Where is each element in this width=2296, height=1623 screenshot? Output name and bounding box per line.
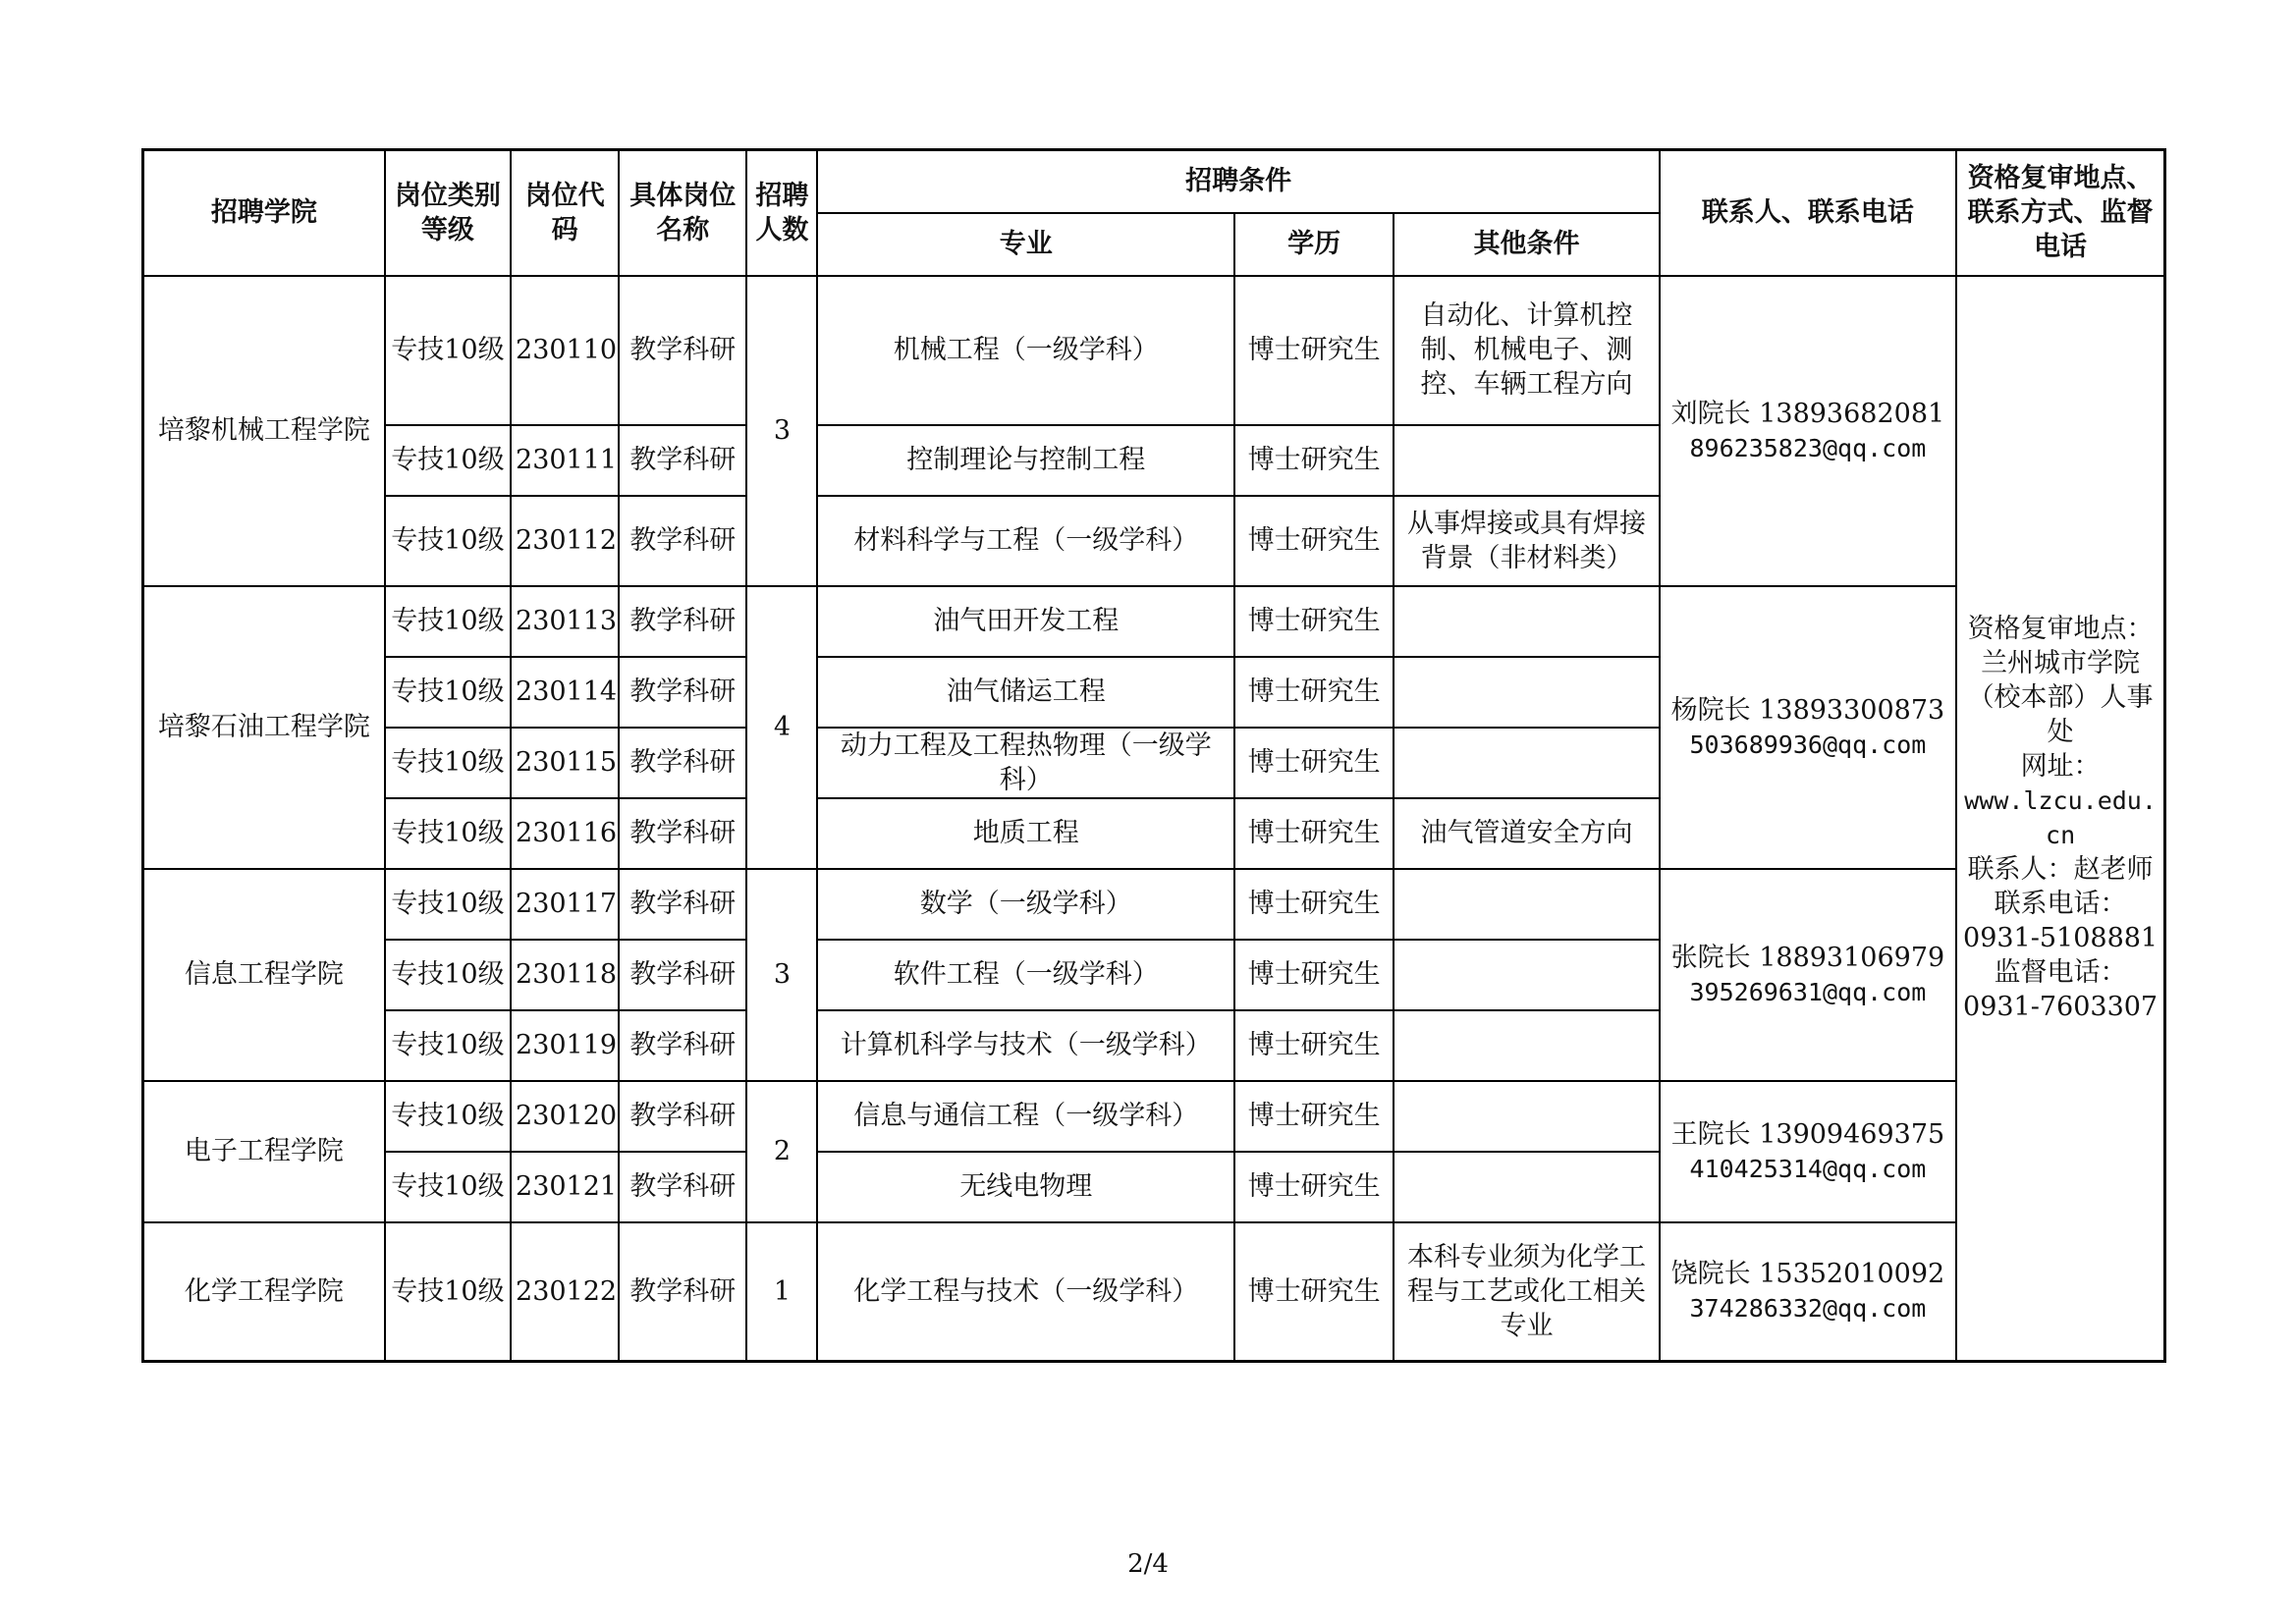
contact-email: 395269631@qq.com: [1689, 977, 1927, 1006]
category-cell: 专技10级: [385, 1152, 511, 1222]
table-row: [143, 1081, 2165, 1152]
other-cell: [1394, 1010, 1659, 1081]
table-row: [143, 276, 2165, 425]
major-cell: 材料科学与工程（一级学科）: [817, 496, 1234, 586]
category-cell: 专技10级: [385, 940, 511, 1010]
major-cell: 动力工程及工程热物理（一级学科）: [817, 728, 1234, 798]
contact-cell: [1660, 1222, 1956, 1362]
category-cell: 专技10级: [385, 425, 511, 496]
category-cell: 专技10级: [385, 1010, 511, 1081]
contact-name: 张院长 18893106979: [1670, 942, 1945, 973]
position-cell: 教学科研: [619, 940, 746, 1010]
code-cell: 230112: [511, 496, 619, 586]
code-cell: 230118: [511, 940, 619, 1010]
major-cell: 化学工程与技术（一级学科）: [817, 1222, 1234, 1362]
review-supervise-label: 监督电话：: [1994, 957, 2127, 989]
education-cell: 博士研究生: [1234, 1081, 1394, 1152]
count-cell: 4: [746, 586, 817, 869]
position-cell: 教学科研: [619, 1152, 746, 1222]
header-review: 资格复审地点、联系方式、监督电话: [1956, 150, 2164, 276]
category-cell: 专技10级: [385, 869, 511, 940]
table-row: [143, 586, 2165, 657]
contact-cell: [1660, 869, 1956, 1081]
other-cell: [1394, 1081, 1659, 1152]
position-cell: 教学科研: [619, 798, 746, 869]
table-row: [143, 1222, 2165, 1362]
contact-name: 饶院长 15352010092: [1670, 1259, 1945, 1290]
position-cell: 教学科研: [619, 657, 746, 728]
education-cell: 博士研究生: [1234, 586, 1394, 657]
recruitment-table: [141, 148, 2166, 1363]
education-cell: 博士研究生: [1234, 940, 1394, 1010]
education-cell: 博士研究生: [1234, 1010, 1394, 1081]
major-cell: 无线电物理: [817, 1152, 1234, 1222]
code-cell: 230120: [511, 1081, 619, 1152]
other-cell: [1394, 869, 1659, 940]
table-row: [143, 869, 2165, 940]
header-conditions: 招聘条件: [817, 150, 1659, 213]
category-cell: 专技10级: [385, 586, 511, 657]
count-cell: 1: [746, 1222, 817, 1362]
other-cell: 油气管道安全方向: [1394, 798, 1659, 869]
code-cell: 230116: [511, 798, 619, 869]
contact-name: 刘院长 13893682081: [1670, 398, 1945, 429]
code-cell: 230122: [511, 1222, 619, 1362]
review-phone: 0931-5108881: [1963, 923, 2159, 954]
position-cell: 教学科研: [619, 425, 746, 496]
header-category: 岗位类别等级: [385, 150, 511, 276]
header-education: 学历: [1234, 213, 1394, 276]
position-cell: 教学科研: [619, 1010, 746, 1081]
other-cell: 自动化、计算机控制、机械电子、测控、车辆工程方向: [1394, 276, 1659, 425]
other-cell: [1394, 940, 1659, 1010]
college-cell: 电子工程学院: [143, 1081, 385, 1222]
major-cell: 油气储运工程: [817, 657, 1234, 728]
education-cell: 博士研究生: [1234, 1152, 1394, 1222]
major-cell: 控制理论与控制工程: [817, 425, 1234, 496]
major-cell: 油气田开发工程: [817, 586, 1234, 657]
code-cell: 230110: [511, 276, 619, 425]
category-cell: 专技10级: [385, 657, 511, 728]
review-cell: [1956, 276, 2164, 1362]
code-cell: 230117: [511, 869, 619, 940]
category-cell: 专技10级: [385, 1222, 511, 1362]
contact-cell: [1660, 1081, 1956, 1222]
major-cell: 地质工程: [817, 798, 1234, 869]
category-cell: 专技10级: [385, 798, 511, 869]
contact-cell: [1660, 276, 1956, 586]
code-cell: 230119: [511, 1010, 619, 1081]
review-place: 兰州城市学院（校本部）人事处: [1967, 648, 2154, 748]
header-contact: 联系人、联系电话: [1660, 150, 1956, 276]
contact-email: 896235823@qq.com: [1689, 433, 1927, 462]
count-cell: 2: [746, 1081, 817, 1222]
education-cell: 博士研究生: [1234, 728, 1394, 798]
major-cell: 软件工程（一级学科）: [817, 940, 1234, 1010]
position-cell: 教学科研: [619, 496, 746, 586]
major-cell: 计算机科学与技术（一级学科）: [817, 1010, 1234, 1081]
header-count: 招聘人数: [746, 150, 817, 276]
education-cell: 博士研究生: [1234, 425, 1394, 496]
position-cell: 教学科研: [619, 869, 746, 940]
other-cell: 本科专业须为化学工程与工艺或化工相关专业: [1394, 1222, 1659, 1362]
category-cell: 专技10级: [385, 496, 511, 586]
review-supervise: 0931-7603307: [1963, 992, 2159, 1023]
category-cell: 专技10级: [385, 1081, 511, 1152]
education-cell: 博士研究生: [1234, 869, 1394, 940]
other-cell: [1394, 425, 1659, 496]
header-code: 岗位代码: [511, 150, 619, 276]
table-body: [143, 276, 2165, 1362]
contact-cell: [1660, 586, 1956, 869]
position-cell: 教学科研: [619, 276, 746, 425]
contact-name: 王院长 13909469375: [1670, 1118, 1945, 1150]
education-cell: 博士研究生: [1234, 798, 1394, 869]
code-cell: 230113: [511, 586, 619, 657]
position-cell: 教学科研: [619, 1081, 746, 1152]
major-cell: 机械工程（一级学科）: [817, 276, 1234, 425]
review-phone-label: 联系电话：: [1994, 889, 2127, 920]
major-cell: 信息与通信工程（一级学科）: [817, 1081, 1234, 1152]
education-cell: 博士研究生: [1234, 1222, 1394, 1362]
category-cell: 专技10级: [385, 276, 511, 425]
other-cell: [1394, 586, 1659, 657]
contact-email: 374286332@qq.com: [1689, 1294, 1927, 1324]
review-place-label: 资格复审地点：: [1967, 614, 2154, 645]
college-cell: 培黎机械工程学院: [143, 276, 385, 586]
code-cell: 230114: [511, 657, 619, 728]
college-cell: 信息工程学院: [143, 869, 385, 1081]
college-cell: 化学工程学院: [143, 1222, 385, 1362]
contact-name: 杨院长 13893300873: [1670, 694, 1945, 726]
education-cell: 博士研究生: [1234, 496, 1394, 586]
category-cell: 专技10级: [385, 728, 511, 798]
code-cell: 230121: [511, 1152, 619, 1222]
review-contact: 联系人：赵老师: [1967, 854, 2154, 886]
header-college: 招聘学院: [143, 150, 385, 276]
position-cell: 教学科研: [619, 1222, 746, 1362]
code-cell: 230115: [511, 728, 619, 798]
education-cell: 博士研究生: [1234, 276, 1394, 425]
code-cell: 230111: [511, 425, 619, 496]
contact-email: 503689936@qq.com: [1689, 730, 1927, 759]
college-cell: 培黎石油工程学院: [143, 586, 385, 869]
page-number: 2/4: [1127, 1549, 1169, 1579]
count-cell: 3: [746, 869, 817, 1081]
other-cell: [1394, 1152, 1659, 1222]
header-major: 专业: [817, 213, 1234, 276]
header-position: 具体岗位名称: [619, 150, 746, 276]
education-cell: 博士研究生: [1234, 657, 1394, 728]
position-cell: 教学科研: [619, 728, 746, 798]
other-cell: [1394, 728, 1659, 798]
review-site-label: 网址：: [2020, 751, 2101, 783]
other-cell: 从事焊接或具有焊接背景（非材料类）: [1394, 496, 1659, 586]
count-cell: 3: [746, 276, 817, 586]
other-cell: [1394, 657, 1659, 728]
contact-email: 410425314@qq.com: [1689, 1154, 1927, 1183]
major-cell: 数学（一级学科）: [817, 869, 1234, 940]
review-site: www.lzcu.edu.cn: [1964, 786, 2157, 850]
position-cell: 教学科研: [619, 586, 746, 657]
header-other: 其他条件: [1394, 213, 1659, 276]
